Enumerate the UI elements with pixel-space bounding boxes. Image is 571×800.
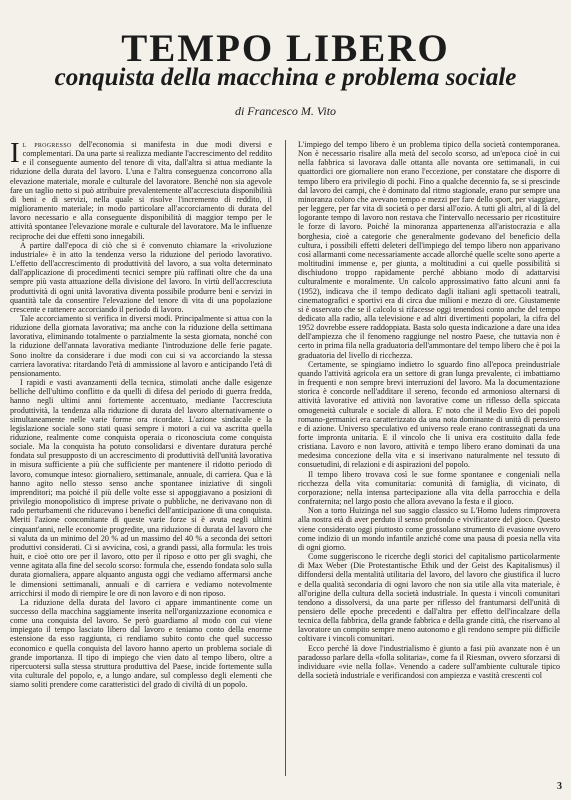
body-paragraph: A partire dall'epoca di ciò che si è convenuto chiamare la «rivoluzione industriale» è in atto la tendenza verso la riduzione del periodo lavorativo. L'effetto dell'accrescimento di produttività del lavoro, a sua volta determinato dall'applicazione di procedimenti tecnici sempre più raffinati oltre che da una sempre più vasta attuazione della divisione del lavoro. In virtù dell'accresciuta produttività di ogni unità lavorativa diventa possibile produrre beni e servizi in quantità tale da consentire l'elevazione del tenore di vita di una popolazione crescente e rattenere accorciando il periodo di lavoro. (10, 240, 272, 314)
article-subtitle: conquista della macchina e problema sociale (54, 64, 517, 91)
body-paragraph: Il tempo libero trovava così le sue forme spontanee e congeniali nella ricchezza della vita comunitaria: comunità di famiglia, di vicinato, di corporazione; nella intensa partecipazione alla vita della parrocchia e della confraternita; nel largo posto che allora avevano la festa e il gioco. (298, 469, 560, 507)
column-divider (285, 140, 286, 776)
body-paragraph: Certamente, se spingiamo indietro lo sguardo fino all'epoca preindustriale quando l'attività agricola era un settore di gran lunga prevalente, ci imbattiamo in frequenti e non sempre brevi interruzioni del lavoro. Ma la documentazione storica è concorde nell'additare il sereno, fecondo ed armonioso alternarsi di attività lavorative ed attività non lavorative come un riflesso della spiccata omogeneità culturale e sociale di allora. E' noto che il Medio Evo dei popoli romano-germanici era caratterizzato da una nota dominante di unità di pensiero e di azione. Universo speculativo ed universo reale erano contrassegnati da una forte impronta unitaria. E il vincolo che li univa era costituito dalla fede cristiana. Lavoro e non lavoro, attività e tempo libero erano dominati da una medesima concezione della vita e si inserivano naturalmente nel tessuto di consuetudini, di relazioni e di aspirazioni del popolo. (298, 359, 560, 470)
body-paragraph: I rapidi e vasti avanzamenti della tecnica, stimolati anche dalle esigenze belliche dell'ultimo conflitto e da quelli di difesa del periodo di guerra fredda, hanno negli ultimi anni fortemente accentuato, mediante l'accresciuta produttività, la tendenza alla riduzione di durata del lavoro alternativamente o simultaneamente nelle varie forme ora ricordate. L'azione sindacale e la legislazione sociale sono stati quasi sempre i motori a cui va ascritta quella riduzione, realmente come conquista operaia o riconosciuta come conquista sociale. Ma la conquista ha potuto consolidarsi e diventare duratura perché fondata sul presupposto di un accrescimento di produttività dell'unità lavorativa in misura sufficiente a più che sufficiente per mantenere il ridotto periodo di lavoro, comunque inteso: giornaliero, settimanale, annuale, di carriera. Qua e là hanno agito nello stesso senso anche spontanee iniziative di singoli imprenditori; ma poiché il più delle volte esse si appoggiavano a posizioni di privilegio monopolistico di imprese private o pubbliche, ne derivavano non di rado perturbamenti che riducevano i benefici dell'anticipazione di una conquista. Meriti l'azione concomitante di queste varie forze si è avuta negli ultimi cinquant'anni, nelle economie progredite, una riduzione di durata del lavoro che si valuta da un minimo del 20 % ad un massimo del 40 % a seconda dei settori produttivi considerati. Ci si avvicina, così, a grandi passi, alla formula: les trois huit, e cioè otto ore per il lavoro, otto per il riposo e otto per gli svaghi, che venne agitata alla fine del secolo scorso: formula che, essendo fondata solo sulla durata giornaliera, appare alquanto angusta oggi che vediamo affermarsi anche le dimensioni settimanali, annuali e di carriera e vediamo notevolmente arricchirsi il modo di riempire le ore di non lavoro e di non riposo. (10, 378, 272, 598)
body-paragraph: L'impiego del tempo libero è un problema tipico della società contemporanea. Non è necessario risalire alla metà del secolo scorso, ad un'epoca cioè in cui nella fabbrica si lavorava dalle ottanta alle novanta ore settimanali, in cui quattordici ore giornaliere non erano l'eccezione, per constatare che disporre di tempo libero era privilegio di pochi. Fino a qualche decennio fa, se si prescinde dal lavoro dei campi, che è dominato dal ritmo stagionale, erano pur sempre una minoranza coloro che avevano tempo e mezzi per fare dello sport, per viaggiare, per leggere, per far vita di società o per darsi all'ozio. A tutti gli altri, al di là del logorante tempo di lavoro non restava che l'intervallo necessario per ricostituire le forze di lavoro. Poiché la minoranza appartenenza all'aristocrazia e alla borghesia, cioè a categorie che generalmente godevano del beneficio della cultura, i possibili effetti deleteri dell'impiego del tempo libero non apparivano così allarmanti come necessariamente accade allorché quelle scelte sono aperte a moltitudini immense e, per giunta, a moltitudini a cui quelle possibilità si dischiudono troppo rapidamente perché abbiano modo di adattarvisi culturalmente e moralmente. Un calcolo approssimativo fatto alcuni anni fa (1952), indicava che il tempo dedicato dagli italiani agli spettacoli teatrali, cinematografici e sportivi era di circa due milioni e mezzo di ore. Giustamente si è osservato che se il calcolo si rifacesse oggi tenendosi conto anche del tempo dedicato alla radio, alla televisione e ad altri divertimenti popolari, la cifra del 1952 dovrebbe essere raddoppiata. Basta solo questa indicazione a dare una idea dell'ampiezza che il fenomeno raggiunge nel nostro Paese, che tuttavia non è certo in prima fila nella graduatoria dell'ammontare del tempo libero che è poi la graduatoria del livello di ricchezza. (298, 140, 560, 360)
article-title: TEMPO LIBERO (121, 27, 450, 70)
body-paragraph: Ecco perché là dove l'industrialismo è giunto a fasi più avanzate non è un paradosso parlare della «folla solitaria», come fa il Riesman, ovvero sforzarsi di individuare «vie nella folla». Venendo a cadere sull'ambiente culturale tipico della società industriale e verificandosi con ampiezza e vastità crescenti col (298, 643, 560, 681)
right-column (298, 140, 560, 776)
page-number: 3 (557, 781, 562, 792)
drop-cap: I (10, 140, 20, 169)
lead-in: l progresso (22, 140, 72, 149)
opening-text: dell'economia si manifesta in due modi diversi e complementari. Da una parte si realizza mediante l'accrescimento del reddito e il conseguente aumento del tenore di vita, dall'altra si attua mediante la riduzione della durata del lavoro. L'una e l'altra conseguenza concorrono alla elevazione materiale, morale e culturale del lavoratore. Benché non sia agevole fare un taglio netto si può attribuire prevalentemente all'accresciuta disponibilità di beni e di servizi, nella quale si risolve l'incremento di reddito, il miglioramento materiale; in modo particolare all'accorciamento di durata del lavoro necessario e alla conseguente disponibilità di maggior tempo per le attività spontanee l'elevazione morale e culturale del lavoratore. Ma le influenze reciproche dei due effetti sono innegabili. (10, 140, 272, 241)
article-byline: di Francesco M. Vito (234, 104, 337, 118)
body-paragraph: Non a torto Huizinga nel suo saggio classico su L'Homo ludens rimprovera alla nostra età di aver perduto il senso profondo e vivificatore del gioco. Questo viene considerato oggi piuttosto come grossolano strumento di evasione ovvero come indizio di un mondo infantile anziché come una pausa di poesia nella vita di ogni giorno. (298, 506, 560, 552)
body-paragraph: Tale accorciamento si verifica in diversi modi. Principalmente si attua con la riduzione della giornata lavorativa; ma anche con la riduzione della settimana lavorativa, eliminando totalmente o parzialmente la sesta giornata, nonché con la riduzione dell'annata lavorativa mediante l'introduzione delle ferie pagate. Sono inoltre da considerare i due modi con cui si va accorciando la stessa carriera lavorativa: ritardando l'età di ammissione al lavoro e anticipando l'età di pensionamento. (10, 313, 272, 378)
left-column (10, 140, 272, 776)
body-paragraph: La riduzione della durata del lavoro ci appare immantinente come un successo della macchina saggiamente inserita nell'organizzazione economica e come una conquista del lavoro. Se però guardiamo al modo con cui viene impiegato il tempo lasciato libero dal lavoro e teniamo conto della enorme estensione da esso raggiunta, ci rendiamo subito conto che quel successo economico e quella conquista del lavoro hanno aperto un problema sociale di grande importanza. Il tipo di impiego che vien dato al tempo libero, oltre a ripercuotersi sulla stessa struttura produttiva del Paese, incide fortemente sulla vita culturale del popolo, e, a lungo andare, sul complesso degli elementi che siamo soliti prendere come caratteristici del grado di civiltà di un popolo. (10, 597, 272, 690)
opening-paragraph (10, 140, 272, 241)
body-paragraph: Come suggeriscono le ricerche degli storici del capitalismo particolarmente di Max Weber (Die Protestantische Ethik und der Geist des Kapitalismus) il diffondersi della mentalità utilitaria del lavoro, del lavoro che giustifica il lucro e della qualità secondaria di ogni lavoro che non sia utile alla vita materiale, è all'origine della cultura della società industriale. In questa i vincoli comunitari tendono a dissolversi, da una parte per riflesso del frantumarsi dell'unità di pensiero delle epoche precedenti e dall'altra per effetto dell'incalzare della tecnica della fabbrica, della grande fabbrica e della grande città, che riservano al lavoratore un compito sempre meno autonomo e gli rendono sempre più difficile coltivare i vincoli comunitari. (298, 552, 560, 644)
